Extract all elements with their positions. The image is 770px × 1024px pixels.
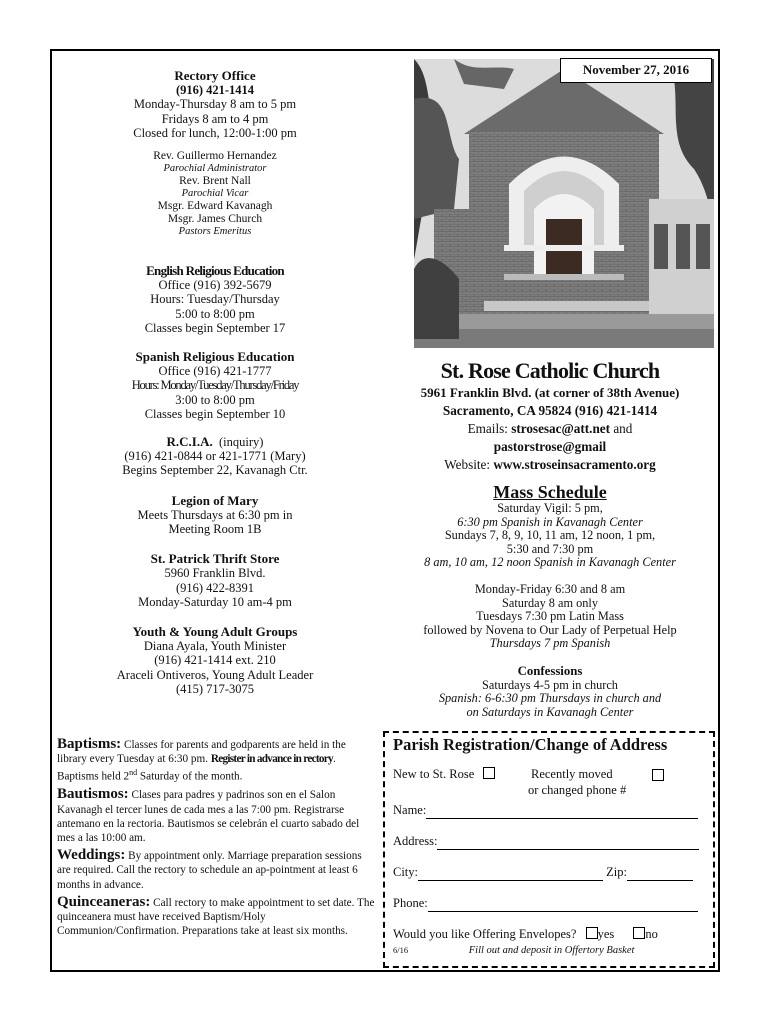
- rectory-phone: (916) 421-1414: [175, 83, 255, 98]
- bulletin-date: November 27, 2016: [560, 58, 712, 83]
- envelopes-yes-checkbox[interactable]: [586, 927, 598, 939]
- zip-field[interactable]: [627, 869, 693, 881]
- church-emails: [383, 420, 717, 438]
- registration-form: [383, 731, 715, 968]
- envelopes-no-label: no: [645, 927, 658, 941]
- website-link[interactable]: www.stroseinsacramento.org: [493, 457, 656, 472]
- left-column: [52, 52, 378, 696]
- recently-moved-label: Recently moved: [531, 767, 613, 781]
- mass-sundays: Sundays 7, 8, 9, 10, 11 am, 12 noon, 1 pm,: [444, 528, 656, 543]
- sacraments-section: [57, 737, 377, 938]
- name-label: Name:: [393, 803, 427, 817]
- youth-groups: [52, 625, 378, 696]
- english-re-begin: Classes begin September 17: [144, 320, 286, 335]
- spanish-re-begin: Classes begin September 10: [144, 406, 286, 421]
- mass-sundays-spanish: 8 am, 10 am, 12 noon Spanish in Kavanagh Center: [424, 555, 676, 570]
- envelopes-question: Would you like Offering Envelopes?: [393, 927, 577, 941]
- youth-line: (415) 717-3075: [175, 681, 255, 696]
- legion-line: Meets Thursdays at 6:30 pm in: [137, 507, 293, 522]
- rectory-office: [52, 69, 378, 140]
- registration-title: Parish Registration/Change of Address: [393, 735, 668, 754]
- spanish-re-title: Spanish Religious Education: [135, 349, 295, 365]
- english-religious-education: [52, 264, 378, 335]
- rectory-hours-1: Monday-Thursday 8 am to 5 pm: [133, 97, 297, 112]
- youth-line: Diana Ayala, Youth Minister: [143, 639, 287, 654]
- baptisms-text: Saturday of the month.: [137, 771, 243, 784]
- envelopes-no-checkbox[interactable]: [633, 927, 645, 939]
- confessions-line: Spanish: 6-6:30 pm Thursdays in church and: [438, 691, 662, 706]
- phone-label: Phone:: [393, 896, 428, 910]
- address-label: Address:: [393, 834, 438, 848]
- bautismos-paragraph: [57, 787, 377, 845]
- city-zip-row: [393, 863, 705, 894]
- mass-novena: followed by Novena to Our Lady of Perpetual Help: [423, 622, 677, 637]
- mass-vigil: Saturday Vigil: 5 pm,: [497, 501, 603, 515]
- recently-moved-checkbox[interactable]: [652, 769, 664, 781]
- youth-line: (916) 421-1414 ext. 210: [154, 653, 276, 668]
- church-photo: [414, 59, 714, 348]
- city-field[interactable]: [418, 869, 603, 881]
- baptisms-paragraph: [57, 737, 377, 784]
- english-re-office: Office (916) 392-5679: [158, 278, 272, 293]
- baptisms-sup: nd: [129, 768, 138, 778]
- rcia: [52, 435, 378, 478]
- website-label: Website:: [444, 457, 494, 472]
- legion-title: Legion of Mary: [171, 492, 259, 508]
- baptisms-text: Classes for parents and godparents are held in the library every Tuesday at 6:30 pm.: [57, 739, 346, 766]
- clergy-list: [52, 150, 378, 238]
- rcia-begin: Begins September 22, Kavanagh Ctr.: [122, 463, 308, 478]
- legion-of-mary: [52, 494, 378, 537]
- clergy-name: Rev. Guillermo Hernandez: [153, 150, 277, 163]
- rectory-hours-2: Fridays 8 am to 4 pm: [161, 111, 269, 126]
- new-to-parish-label: New to St. Rose: [393, 767, 475, 781]
- name-field[interactable]: [426, 807, 698, 819]
- emails-and: and: [610, 421, 633, 436]
- english-re-title: English Religious Education: [146, 263, 284, 279]
- spanish-re-office: Office (916) 421-1777: [158, 364, 272, 379]
- baptisms-label: Baptisms:: [57, 736, 122, 752]
- thrift-store: [52, 552, 378, 609]
- form-instructions: Fill out and deposit in Offertory Basket: [468, 945, 635, 956]
- clergy-name: Msgr. Edward Kavanagh: [157, 200, 273, 213]
- clergy-role: Pastors Emeritus: [178, 226, 252, 238]
- rcia-phone: (916) 421-0844 or 421-1771 (Mary): [124, 449, 306, 464]
- clergy-role: Parochial Vicar: [181, 188, 249, 200]
- envelopes-row: [393, 927, 705, 943]
- weddings-text: By appointment only. Marriage preparation sessions are required. Call the rectory to schedule an ap-pointment at least 6 months in advance.: [57, 850, 362, 891]
- email-link[interactable]: pastorstrose@gmail: [493, 439, 607, 454]
- church-address: 5961 Franklin Blvd. (at corner of 38th Avenue): [420, 385, 680, 400]
- bautismos-label: Bautismos:: [57, 786, 129, 803]
- address-field[interactable]: [437, 838, 699, 850]
- weddings-label: Weddings:: [57, 847, 126, 864]
- thrift-hours: Monday-Saturday 10 am-4 pm: [138, 594, 292, 609]
- quinceaneras-text: Call rectory to make appointment to set date. The quinceanera must have received Baptism/Holy Communion/Confirmation. Preparations take at least six months.: [57, 896, 375, 938]
- mass-thursday-spanish: Thursdays 7 pm Spanish: [489, 636, 611, 651]
- email-link[interactable]: strosesac@att.net: [511, 421, 611, 436]
- thrift-phone: (916) 422-8391: [175, 580, 255, 595]
- english-re-hours: Hours: Tuesday/Thursday: [150, 292, 280, 307]
- church-illustration: [414, 59, 714, 348]
- spanish-religious-education: [52, 350, 378, 421]
- weddings-paragraph: [57, 848, 377, 892]
- name-row: [393, 801, 705, 832]
- confessions-line: Saturdays 4-5 pm in church: [482, 677, 618, 692]
- quinceaneras-paragraph: [57, 895, 377, 939]
- mass-latin: Tuesdays 7:30 pm Latin Mass: [476, 609, 624, 624]
- right-column: [383, 358, 717, 719]
- clergy-role: Parochial Administrator: [163, 163, 267, 175]
- mass-weekday: Monday-Friday 6:30 and 8 am: [474, 581, 626, 596]
- phone-field[interactable]: [428, 900, 698, 912]
- rcia-note: (inquiry): [219, 435, 264, 450]
- baptisms-text: . Baptisms held 2: [57, 753, 336, 784]
- youth-line: Araceli Ontiveros, Young Adult Leader: [116, 667, 314, 682]
- mass-saturday: Saturday 8 am only: [502, 595, 598, 610]
- confessions-title: Confessions: [517, 663, 583, 678]
- clergy-name: Rev. Brent Nall: [179, 175, 251, 188]
- envelopes-yes-label: yes: [597, 927, 615, 941]
- thrift-title: St. Patrick Thrift Store: [150, 551, 280, 567]
- emails-label: Emails:: [467, 421, 512, 436]
- youth-title: Youth & Young Adult Groups: [132, 624, 298, 640]
- phone-row: [393, 894, 705, 925]
- confessions-line: on Saturdays in Kavanagh Center: [466, 704, 634, 719]
- zip-label: Zip:: [606, 865, 627, 879]
- rectory-lunch: Closed for lunch, 12:00-1:00 pm: [133, 125, 297, 140]
- mass-schedule-title: Mass Schedule: [493, 482, 607, 502]
- spanish-re-time: 3:00 to 8:00 pm: [175, 392, 255, 407]
- rcia-title: R.C.I.A.: [166, 434, 213, 450]
- english-re-time: 5:00 to 8:00 pm: [175, 306, 255, 321]
- clergy-name: Msgr. James Church: [167, 213, 263, 226]
- address-row: [393, 832, 705, 863]
- form-footer: [393, 945, 705, 956]
- form-code: 6/16: [393, 945, 409, 955]
- spanish-re-hours: Hours: Monday/Tuesday/Thursday/Friday: [131, 378, 299, 393]
- new-to-parish-checkbox[interactable]: [483, 767, 495, 779]
- thrift-address: 5960 Franklin Blvd.: [164, 566, 266, 581]
- phone-changed-label: or changed phone #: [528, 783, 627, 797]
- rectory-title: Rectory Office: [174, 68, 256, 83]
- city-label: City:: [393, 865, 419, 879]
- bautismos-text: Clases para padres y padrinos son en el Salon Kavanagh el tercer lunes de cada mes a las 7:00 pm. Registrarse antemano en la rectoria. Bautismos se celebrán el cuarto sabado del mes a las 10:00 am.: [57, 789, 360, 844]
- quinceaneras-label: Quinceaneras:: [57, 893, 151, 910]
- legion-line: Meeting Room 1B: [168, 522, 262, 537]
- mass-vigil-spanish: 6:30 pm Spanish in Kavanagh Center: [457, 514, 643, 529]
- mass-sundays: 5:30 and 7:30 pm: [506, 541, 594, 556]
- church-name: St. Rose Catholic Church: [440, 358, 660, 383]
- registration-status-row: [393, 767, 705, 783]
- church-city: Sacramento, CA 95824 (916) 421-1414: [442, 403, 658, 418]
- baptisms-register: Register in advance in rectory: [210, 753, 333, 766]
- church-website: [383, 456, 717, 474]
